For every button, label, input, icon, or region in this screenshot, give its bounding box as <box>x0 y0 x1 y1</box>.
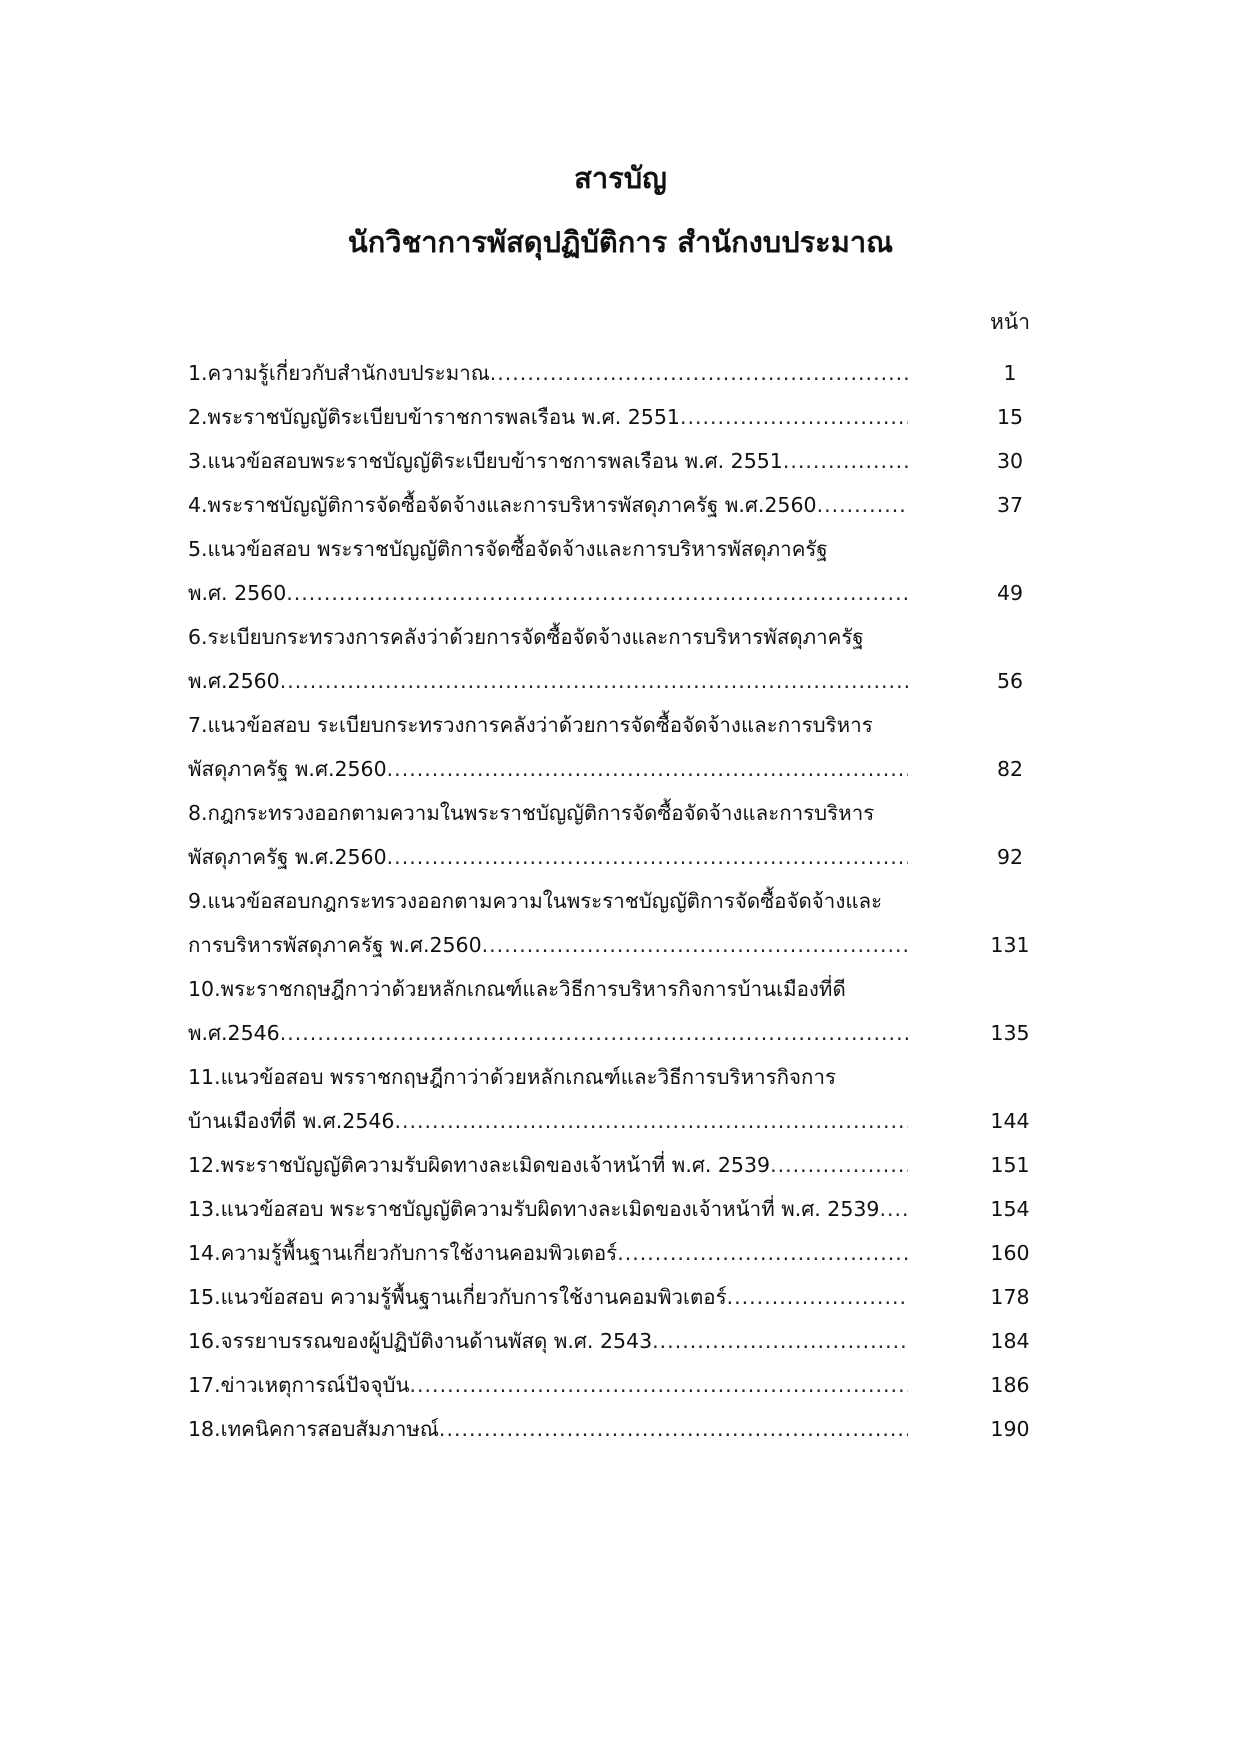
dot-leader <box>286 571 908 615</box>
toc-entry <box>188 967 1048 1055</box>
toc-entry-text: 12.พระราชบัญญัติความรับผิดทางละเมิดของเจ้าหน้าที่ พ.ศ. 2539 <box>188 1153 771 1177</box>
toc-entry <box>188 483 1048 527</box>
toc-entry-line <box>188 1055 1048 1099</box>
toc-entry-page-number: 184 <box>990 1329 1030 1353</box>
toc-entry-line <box>188 703 1048 747</box>
toc-entry-last-line <box>188 1363 1048 1407</box>
toc-entry-line-body <box>188 1143 908 1187</box>
dot-leader <box>439 1407 908 1451</box>
dot-leader <box>652 1319 908 1363</box>
dot-leader <box>770 1143 908 1187</box>
toc-entry <box>188 527 1048 615</box>
toc-entry-last-line <box>188 395 1048 439</box>
toc-entry-text: 16.จรรยาบรรณของผู้ปฏิบัติงานด้านพัสดุ พ.ศ. 2543 <box>188 1329 653 1353</box>
dot-leader <box>482 923 908 967</box>
toc-entry-line-body <box>188 351 908 395</box>
toc-entry-line <box>188 967 1048 1011</box>
toc-entry-line-body <box>188 395 908 439</box>
toc-entry-line <box>188 527 1048 571</box>
toc-entry <box>188 395 1048 439</box>
toc-entry-page-number: 1 <box>1003 361 1017 385</box>
toc-entry-line-body <box>188 659 908 703</box>
toc-entry-last-line <box>188 659 1048 703</box>
toc-entry-text: 14.ความรู้พื้นฐานเกี่ยวกับการใช้งานคอมพิวเตอร์ <box>188 1241 618 1265</box>
toc-entry-page-number: 37 <box>996 493 1024 517</box>
toc-entry-last-line <box>188 1143 1048 1187</box>
toc-entry-line-body <box>188 1363 908 1407</box>
toc-entry-page-number: 144 <box>990 1109 1030 1133</box>
toc-entry <box>188 1055 1048 1143</box>
dot-leader <box>727 1275 908 1319</box>
toc-entry-text: บ้านเมืองที่ดี พ.ศ.2546 <box>188 1109 395 1133</box>
toc-entry <box>188 1143 1048 1187</box>
toc-entry-line-body <box>188 615 908 659</box>
toc-entry-text: พ.ศ.2546 <box>188 1021 280 1045</box>
page-subtitle: นักวิชาการพัสดุปฏิบัติการ สำนักงบประมาณ <box>347 225 894 259</box>
toc-entry-text: 11.แนวข้อสอบ พรราชกฤษฎีกาว่าด้วยหลักเกณฑ์และวิธีการบริหารกิจการ <box>188 1065 836 1089</box>
toc-entry-text: 1.ความรู้เกี่ยวกับสำนักงบประมาณ <box>188 361 490 385</box>
toc-entry <box>188 1187 1048 1231</box>
toc-entry-line-body <box>188 1011 908 1055</box>
toc-entry-last-line <box>188 1407 1048 1451</box>
toc-entry-line-body <box>188 703 908 747</box>
toc-entry-line-body <box>188 1055 908 1099</box>
toc-entry-last-line <box>188 1231 1048 1275</box>
toc-entry <box>188 1363 1048 1407</box>
toc-entry-text: 10.พระราชกฤษฎีกาว่าด้วยหลักเกณฑ์และวิธีการบริหารกิจการบ้านเมืองที่ดี <box>188 977 846 1001</box>
toc-entry-text: พ.ศ.2560 <box>188 669 280 693</box>
toc-entry-page-number: 56 <box>996 669 1024 693</box>
toc-entry-text: 6.ระเบียบกระทรวงการคลังว่าด้วยการจัดซื้อจัดจ้างและการบริหารพัสดุภาครัฐ <box>188 625 864 649</box>
toc-entry-last-line <box>188 1275 1048 1319</box>
toc-entry-page-number: 190 <box>990 1417 1030 1441</box>
toc-entry-line-body <box>188 439 908 483</box>
toc-entry-text: 5.แนวข้อสอบ พระราชบัญญัติการจัดซื้อจัดจ้างและการบริหารพัสดุภาครัฐ <box>188 537 828 561</box>
toc-entry-line <box>188 615 1048 659</box>
toc-entry-line-body <box>188 747 908 791</box>
toc-entry-last-line <box>188 835 1048 879</box>
page-column-header: หน้า <box>990 310 1030 334</box>
toc-entry <box>188 351 1048 395</box>
dot-leader <box>617 1231 908 1275</box>
toc-entry-line-body <box>188 791 908 835</box>
toc-entry-line-body <box>188 1319 908 1363</box>
toc-entry-text: พัสดุภาครัฐ พ.ศ.2560 <box>188 757 387 781</box>
toc-entry-line-body <box>188 879 908 923</box>
toc-entry-text: 7.แนวข้อสอบ ระเบียบกระทรวงการคลังว่าด้วยการจัดซื้อจัดจ้างและการบริหาร <box>188 713 873 737</box>
toc-entry-text: 17.ข่าวเหตุการณ์ปัจจุบัน <box>188 1373 410 1397</box>
toc-entry-last-line <box>188 747 1048 791</box>
dot-leader <box>680 395 908 439</box>
toc-entry-last-line <box>188 1319 1048 1363</box>
toc-entry-line-body <box>188 835 908 879</box>
toc-entry-text: พ.ศ. 2560 <box>188 581 287 605</box>
toc-entry-text: 15.แนวข้อสอบ ความรู้พื้นฐานเกี่ยวกับการใช้งานคอมพิวเตอร์ <box>188 1285 727 1309</box>
toc-entry-line-body <box>188 1407 908 1451</box>
toc-entry <box>188 1407 1048 1451</box>
toc-entry <box>188 791 1048 879</box>
dot-leader <box>280 659 908 703</box>
toc-entry-page-number: 154 <box>990 1197 1030 1221</box>
toc-entry-line-body <box>188 1187 908 1231</box>
toc-entry-last-line <box>188 571 1048 615</box>
toc-entry <box>188 1319 1048 1363</box>
toc-entry-text: 9.แนวข้อสอบกฎกระทรวงออกตามความในพระราชบัญญัติการจัดซื้อจัดจ้างและ <box>188 889 883 913</box>
toc-entry-last-line <box>188 1011 1048 1055</box>
dot-leader <box>394 1099 908 1143</box>
toc-entry-last-line <box>188 1099 1048 1143</box>
toc-entry-line-body <box>188 1099 908 1143</box>
toc-entry-text: การบริหารพัสดุภาครัฐ พ.ศ.2560 <box>188 933 482 957</box>
toc-entry-line <box>188 791 1048 835</box>
toc-entry-line-body <box>188 571 908 615</box>
toc-entry-page-number: 15 <box>996 405 1024 429</box>
toc-entry-last-line <box>188 483 1048 527</box>
toc-entry-text: 4.พระราชบัญญัติการจัดซื้อจัดจ้างและการบริหารพัสดุภาครัฐ พ.ศ.2560 <box>188 493 817 517</box>
toc-entry <box>188 1231 1048 1275</box>
dot-leader <box>410 1363 909 1407</box>
toc-entry-page-number: 178 <box>990 1285 1030 1309</box>
table-of-contents <box>188 351 1048 1451</box>
dot-leader <box>387 747 908 791</box>
toc-entry-line-body <box>188 483 908 527</box>
toc-entry-page-number: 30 <box>996 449 1024 473</box>
dot-leader <box>280 1011 908 1055</box>
dot-leader <box>879 1187 908 1231</box>
toc-entry-line-body <box>188 1231 908 1275</box>
toc-entry-page-number: 186 <box>990 1373 1030 1397</box>
toc-entry-line-body <box>188 923 908 967</box>
page-title: สารบัญ <box>574 161 667 195</box>
toc-entry-line <box>188 879 1048 923</box>
toc-entry <box>188 879 1048 967</box>
dot-leader <box>387 835 908 879</box>
toc-entry-page-number: 82 <box>996 757 1024 781</box>
toc-entry-text: 13.แนวข้อสอบ พระราชบัญญัติความรับผิดทางละเมิดของเจ้าหน้าที่ พ.ศ. 2539 <box>188 1197 880 1221</box>
toc-entry-text: 18.เทคนิคการสอบสัมภาษณ์ <box>188 1417 439 1441</box>
toc-entry-page-number: 151 <box>990 1153 1030 1177</box>
dot-leader <box>490 351 908 395</box>
toc-entry-last-line <box>188 1187 1048 1231</box>
toc-entry-last-line <box>188 351 1048 395</box>
toc-entry-line-body <box>188 527 908 571</box>
toc-entry-text: พัสดุภาครัฐ พ.ศ.2560 <box>188 845 387 869</box>
toc-entry-page-number: 49 <box>996 581 1024 605</box>
toc-entry <box>188 615 1048 703</box>
dot-leader <box>783 439 908 483</box>
toc-entry <box>188 703 1048 791</box>
dot-leader <box>817 483 908 527</box>
toc-entry <box>188 1275 1048 1319</box>
toc-entry-line-body <box>188 967 908 1011</box>
toc-entry-page-number: 131 <box>990 933 1030 957</box>
toc-entry-text: 2.พระราชบัญญัติระเบียบข้าราชการพลเรือน พ.ศ. 2551 <box>188 405 680 429</box>
toc-entry-last-line <box>188 439 1048 483</box>
toc-entry-page-number: 92 <box>996 845 1024 869</box>
toc-entry-last-line <box>188 923 1048 967</box>
toc-entry-text: 3.แนวข้อสอบพระราชบัญญัติระเบียบข้าราชการพลเรือน พ.ศ. 2551 <box>188 449 783 473</box>
toc-entry-line-body <box>188 1275 908 1319</box>
toc-entry <box>188 439 1048 483</box>
toc-entry-page-number: 160 <box>990 1241 1030 1265</box>
toc-entry-page-number: 135 <box>990 1021 1030 1045</box>
toc-entry-text: 8.กฎกระทรวงออกตามความในพระราชบัญญัติการจัดซื้อจัดจ้างและการบริหาร <box>188 801 875 825</box>
